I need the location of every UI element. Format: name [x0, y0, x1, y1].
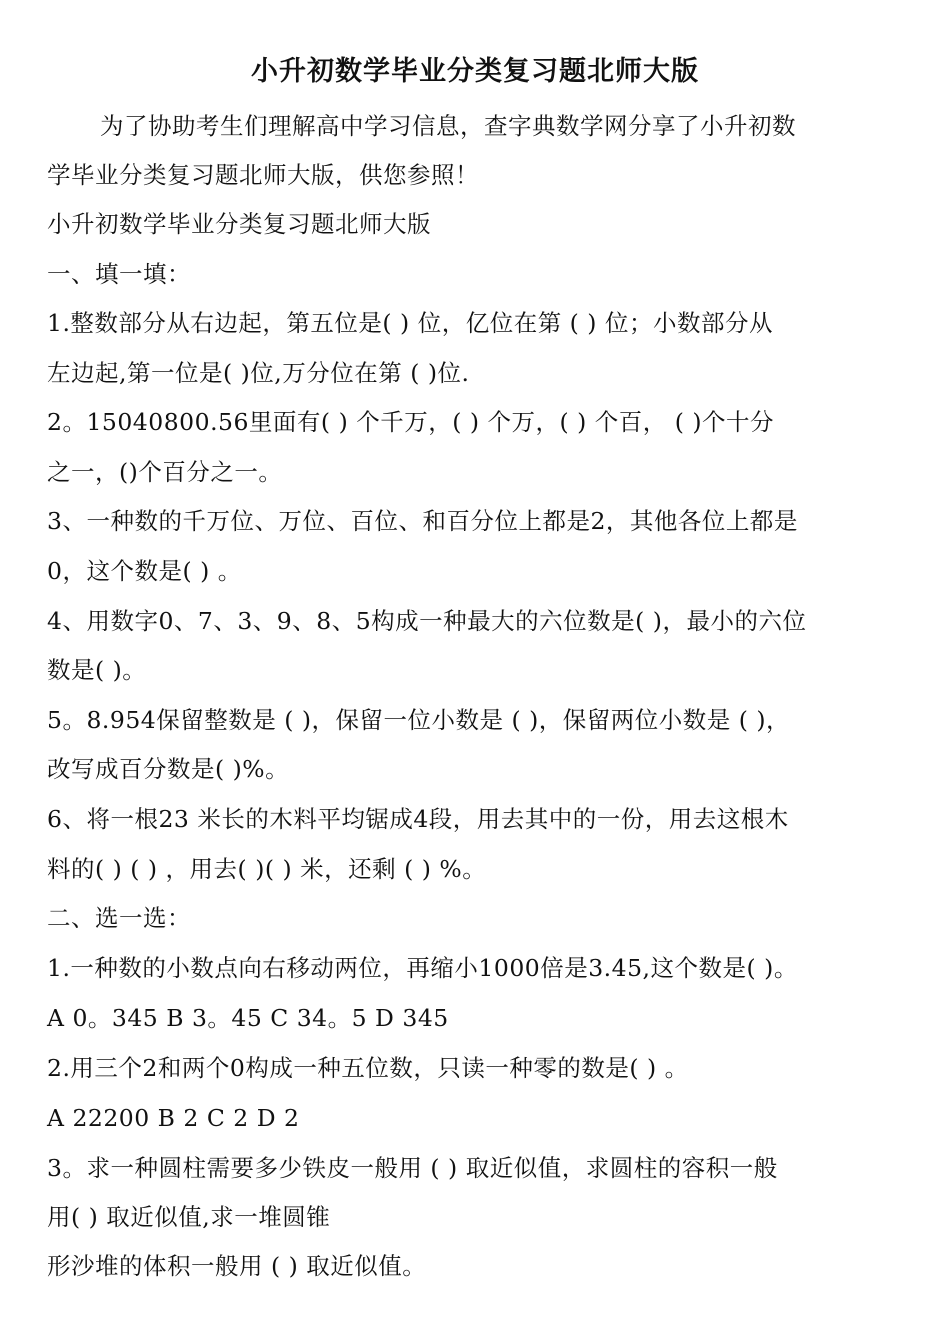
question-5-line-2: 改写成百分数是( )%。 — [47, 755, 290, 783]
document-title: 小升初数学毕业分类复习题北师大版 — [251, 56, 699, 87]
question-3-line-1: 3、一种数的千万位、万位、百位、和百分位上都是2，其他各位上都是 — [47, 507, 798, 535]
subtitle-line: 小升初数学毕业分类复习题北师大版 — [47, 210, 431, 238]
question-6-line-2: 料的( ) ( ) ，用去( )( ) 米，还剩 ( ) %。 — [47, 855, 487, 883]
choice-question-3-line-2: 用( ) 取近似值,求一堆圆锥 — [47, 1203, 331, 1231]
question-3-line-2: 0，这个数是( ) 。 — [47, 557, 242, 585]
choice-question-3-line-1: 3。求一种圆柱需要多少铁皮一般用 ( ) 取近似值，求圆柱的容积一般 — [47, 1154, 778, 1182]
question-6-line-1: 6、将一根23 米长的木料平均锯成4段，用去其中的一份，用去这根木 — [47, 805, 789, 833]
section-heading-fill: 一、填一填： — [47, 260, 191, 288]
question-1-line-2: 左边起,第一位是( )位,万分位在第 ( )位. — [47, 359, 470, 387]
choice-question-2-options: A 22200 B 2 C 2 D 2 — [47, 1104, 300, 1132]
section-heading-choose: 二、选一选： — [47, 904, 191, 932]
question-2-line-1: 2。15040800.56里面有( ) 个千万，( ) 个万，( ) 个百， ( )个十分 — [47, 408, 775, 436]
intro-line-1: 为了协助考生们理解高中学习信息，查字典数学网分享了小升初数 — [100, 112, 796, 140]
choice-question-2: 2.用三个2和两个0构成一种五位数，只读一种零的数是( ) 。 — [47, 1054, 689, 1082]
choice-question-3-line-3: 形沙堆的体积一般用 ( ) 取近似值。 — [47, 1252, 427, 1280]
question-2-line-2: 之一，()个百分之一。 — [47, 458, 283, 486]
intro-line-2: 学毕业分类复习题北师大版，供您参照！ — [47, 161, 479, 189]
question-4-line-1: 4、用数字0、7、3、9、8、5构成一种最大的六位数是( )，最小的六位 — [47, 607, 807, 635]
choice-question-1-options: A 0。345 B 3。45 C 34。5 D 345 — [47, 1004, 449, 1032]
choice-question-1: 1.一种数的小数点向右移动两位，再缩小1000倍是3.45,这个数是( )。 — [47, 954, 798, 982]
question-4-line-2: 数是( )。 — [47, 656, 147, 684]
question-5-line-1: 5。8.954保留整数是 ( )，保留一位小数是 ( )，保留两位小数是 ( )， — [47, 706, 791, 734]
question-1-line-1: 1.整数部分从右边起，第五位是( ) 位，亿位在第 ( ) 位；小数部分从 — [47, 309, 773, 337]
